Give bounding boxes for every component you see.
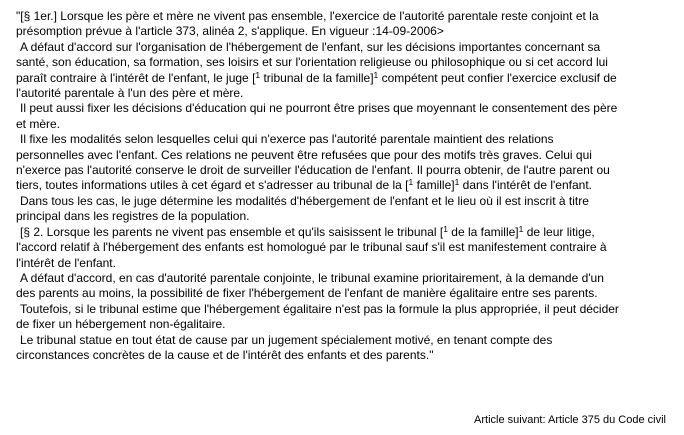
article-text-run: circonstances concrètes de la cause et de l'intérêt des enfants et des parents." (16, 347, 434, 362)
article-text-run: paraît contraire à l'intérêt de l'enfant, le juge (16, 70, 253, 85)
footnote-marker: 1 (454, 177, 460, 188)
article-text-run: Dans tous les cas, le juge détermine les modalités d'hébergement de l'enfant et le lieu où il est inscrit à titre (20, 193, 589, 208)
article-text-run: et mère. (16, 116, 61, 131)
article-text-run: A défaut d'accord sur l'organisation de l'hébergement de l'enfant, sur les décisions importantes concernant sa (20, 39, 601, 54)
article-line (16, 9, 676, 24)
article-line (16, 256, 676, 271)
article-line (16, 178, 676, 193)
article-text (16, 9, 676, 363)
article-text-run: Il peut aussi fixer les décisions d'éducation qui ne pourront être prises que moyennant le consentement des père (20, 101, 618, 116)
article-line (16, 55, 676, 70)
article-text-run: [ (405, 178, 409, 193)
article-text-run: tiers, toutes informations utiles à cet égard et s'adresser au tribunal de la (16, 178, 406, 193)
article-line (16, 302, 676, 317)
article-text-run: présomption prévue à l'article 373, alinéa 2, s'applique. En vigueur :14-09-2006> (16, 24, 444, 39)
footnote-marker: 1 (373, 69, 379, 80)
footnote-marker: 1 (255, 69, 261, 80)
article-line (16, 86, 676, 101)
article-line (16, 240, 676, 255)
article-text-run: [ (252, 70, 256, 85)
article-text-run: famille] (413, 178, 455, 193)
article-text-run: l'intérêt de l'enfant. (16, 255, 116, 270)
article-text-run: Le tribunal statue en tout état de cause par un jugement spécialement motivé, en tenant compte des (20, 332, 553, 347)
footnote-marker: 1 (518, 223, 524, 234)
article-text-run: Toutefois, si le tribunal estime que l'hébergement égalitaire n'est pas la formule la plus appropriée, il peut décider (20, 301, 619, 316)
article-line (16, 271, 676, 286)
article-text-run: A défaut d'accord, en cas d'autorité parentale conjointe, le tribunal examine prioritairement, à la demande d'un (20, 270, 604, 285)
article-text-run: n'exerce pas l'autorité conserve le droit de surveiller l'éducation de l'enfant. Il pourra obtenir, de l'autre parent ou (16, 163, 610, 178)
article-text-run: [ (439, 224, 444, 239)
article-text-run: l'autorité parentale à l'un des père et mère. (16, 86, 244, 101)
article-line (16, 286, 676, 301)
article-line (16, 101, 676, 116)
article-text-run: dans l'intérêt de l'enfant. (459, 178, 592, 193)
article-line (16, 71, 676, 86)
article-line (16, 163, 676, 178)
article-text-run: de leur litige, (523, 224, 595, 239)
article-line (16, 333, 676, 348)
article-text-run: de fixer un hébergement non-égalitaire. (16, 317, 226, 332)
article-text-run: santé, son éducation, sa formation, ses loisirs et sur l'orientation religieuse ou philosophique ou si cet accord lui (16, 55, 608, 70)
article-text-run: [§ 2. Lorsque les parents ne vivent pas ensemble et qu'ils saisissent le tribunal (20, 224, 440, 239)
article-line (16, 132, 676, 147)
article-line (16, 117, 676, 132)
article-line (16, 348, 676, 363)
article-text-run: "[§ 1er.] Lorsque les père et mère ne vivent pas ensemble, l'exercice de l'autorité parentale reste conjoint et la (16, 9, 599, 23)
footnote-marker: 1 (443, 223, 448, 234)
article-text-run: principal dans les registres de la population. (16, 209, 250, 224)
article-line (16, 148, 676, 163)
article-line (16, 209, 676, 224)
article-text-run: tribunal de la famille] (260, 70, 374, 85)
article-text-run: compétent peut confier l'exercice exclusif de (378, 70, 617, 85)
article-line (16, 194, 676, 209)
article-text-run: des parents au moins, la possibilité de fixer l'hébergement de l'enfant de manière égalitaire entre ses parents. (16, 286, 598, 301)
footnote-marker: 1 (408, 177, 414, 188)
article-text-run: de la famille] (447, 224, 519, 239)
article-line (16, 40, 676, 55)
article-line (16, 24, 676, 39)
article-line (16, 317, 676, 332)
article-text-run: personnelles avec l'enfant. Ces relations ne peuvent être refusées que pour des motifs très graves. Celui qui (16, 147, 592, 162)
next-article-link[interactable]: Article suivant: Article 375 du Code civil (474, 414, 666, 426)
article-text-run: Il fixe les modalités selon lesquelles celui qui n'exerce pas l'autorité parentale maintient des relations (20, 132, 554, 147)
article-text-run: l'accord relatif à l'hébergement des enfants est homologué par le tribunal sauf s'il est manifestement contraire à (16, 240, 607, 255)
article-line (16, 225, 676, 240)
